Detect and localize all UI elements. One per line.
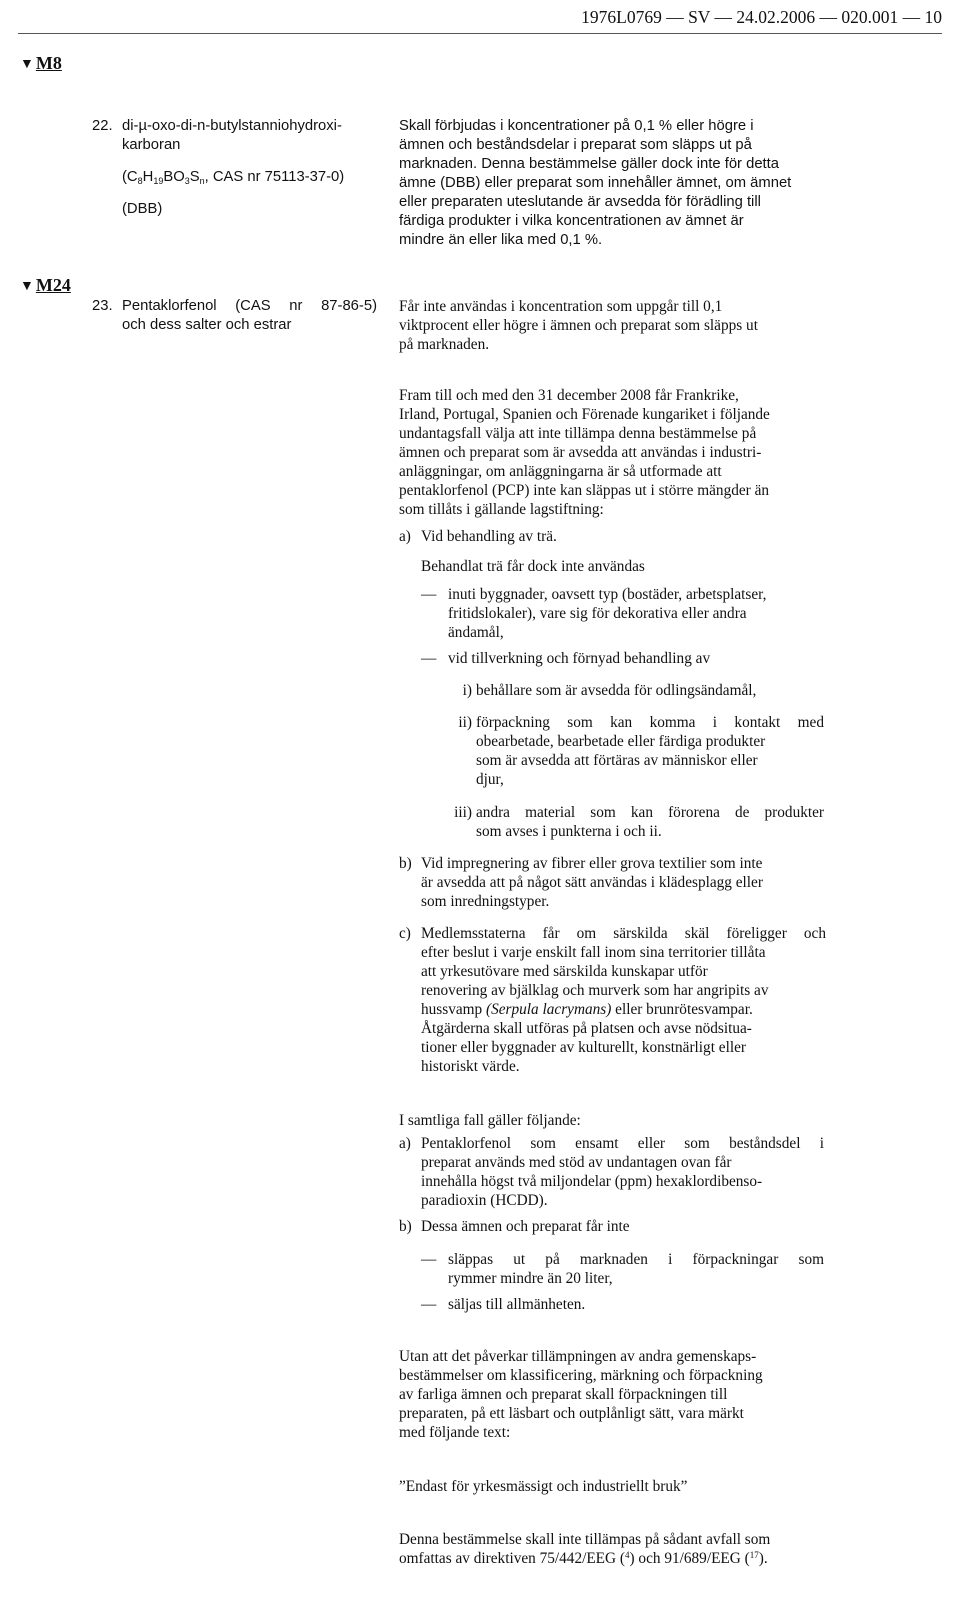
item-aa-label: a)	[399, 1135, 411, 1152]
item-a-label: a)	[399, 528, 411, 545]
entry-22-substance-name: di-µ-oxo-di-n-butylstanniohydroxi- karboran	[122, 118, 342, 153]
dash-bullet: —	[421, 1251, 437, 1268]
label-quote: ”Endast för yrkesmässigt och industriellt bruk”	[399, 1478, 688, 1495]
header-divider	[18, 33, 942, 34]
sub-item-i-text: behållare som är avsedda för odlingsändamål,	[476, 682, 757, 699]
item-b-text: Vid impregnering av fibrer eller grova textilier som inte är avsedda att på något sätt användas i klädesplagg eller som inredningstyper.	[421, 855, 763, 910]
document-reference-header: 1976L0769 — SV — 24.02.2006 — 020.001 — 10	[581, 7, 942, 27]
item-a-intro: Behandlat trä får dock inte användas	[421, 558, 645, 575]
item-a-text: Vid behandling av trä.	[421, 528, 557, 545]
entry-23-restriction-paragraph: Får inte användas i koncentration som uppgår till 0,1 viktprocent eller högre i ämnen och preparat som släpps ut på marknaden.	[399, 298, 758, 353]
dash-item-public-sale: säljas till allmänheten.	[448, 1296, 586, 1313]
latin-species-name: (Serpula lacrymans)	[486, 1001, 612, 1018]
dash-bullet: —	[421, 650, 437, 667]
amendment-marker-m8[interactable]: ▼ M8	[20, 52, 62, 76]
item-c-text: Medlemsstaterna får om särskilda skäl föreligger och efter beslut i varje enskilt fall inom sina territorier tillåta att yrkesutövare med särskilda kunskapar utför renovering av bjälklag och murverk som har angripits av hussvamp (Serpula lacrymans) eller brunrötesvampar. Åtgärderna skall utföras på platsen och avse nödsitua- tioner eller byggnader av kulturellt, konstnärligt eller historiskt värde.	[421, 925, 826, 1075]
waste-exemption-paragraph: Denna bestämmelse skall inte tillämpas på sådant avfall som omfattas av direktiven 75/442/EEG ($^4$) och 91/689/EEG ($^{17}$).	[399, 1531, 771, 1567]
entry-22-formula: ($C_8H_{19}BO_3S_n$, CAS nr 75113-37-0)	[122, 169, 345, 186]
triangle-down-icon: ▼	[20, 57, 34, 72]
entry-22-number: 22.	[92, 118, 113, 134]
dash-bullet: —	[421, 1296, 437, 1313]
sub-item-ii-label: ii)	[458, 714, 472, 731]
item-bb-text: Dessa ämnen och preparat får inte	[421, 1218, 630, 1235]
dash-item-packaging: släppas ut på marknaden i förpackningar som rymmer mindre än 20 liter,	[448, 1251, 824, 1287]
footnote-ref[interactable]: 17	[749, 1550, 759, 1560]
entry-22-restriction-text: Skall förbjudas i koncentrationer på 0,1 % eller högre i ämnen och beståndsdelar i preparat som släpps ut på marknaden. Denna bestämmelse gäller dock inte för detta ämne (DBB) eller preparat som innehåller ämnet, om ämnet eller preparaten uteslutande är avsedda för förädling till färdiga produkter i vilka koncentrationen av ämnet är mindre än eller lika med 0,1 %.	[399, 118, 792, 248]
sub-item-iii-label: iii)	[454, 804, 472, 821]
triangle-down-icon: ▼	[20, 279, 34, 294]
labelling-paragraph: Utan att det påverkar tillämpningen av andra gemenskaps- bestämmelser om klassificering, märkning och förpackning av farliga ämnen och preparat skall förpackningen till preparaten, på ett läsbart och outplånligt sätt, vara märkt med följande text:	[399, 1348, 763, 1441]
sub-item-iii-text: andra material som kan förorena de produkter som avses i punkterna i och ii.	[476, 804, 824, 840]
item-c-label: c)	[399, 925, 411, 942]
footnote-ref[interactable]: 4	[625, 1550, 630, 1560]
derogation-paragraph: Fram till och med den 31 december 2008 får Frankrike, Irland, Portugal, Spanien och Förenade kungariket i följande undantagsfall välja att inte tillämpa denna bestämmelse på ämnen och preparat som är avsedda att användas i industri- anläggningar, om anläggningarna är så utformade att pentaklorfenol (PCP) inte kan släppas ut i större mängder än som tillåts i gällande lagstiftning:	[399, 387, 770, 518]
sub-item-ii-text: förpackning som kan komma i kontakt med obearbetade, bearbetade eller färdiga produkter som är avsedda att förtäras av människor eller djur,	[476, 714, 824, 788]
entry-23-substance-name: Pentaklorfenol (CAS nr 87-86-5) och dess salter och estrar	[122, 298, 377, 333]
sub-item-i-label: i)	[462, 682, 472, 699]
dash-item-indoors: inuti byggnader, oavsett typ (bostäder, arbetsplatser, fritidslokaler), vare sig för dekorativa eller andra ändamål,	[448, 586, 767, 641]
item-b-label: b)	[399, 855, 412, 872]
dash-item-manufacture: vid tillverkning och förnyad behandling av	[448, 650, 711, 667]
item-aa-text: Pentaklorfenol som ensamt eller som beståndsdel i preparat används med stöd av undantagen ovan får innehålla högst två miljondelar (ppm) hexaklordibenso- paradioxin (HCDD).	[421, 1135, 824, 1209]
entry-22-abbreviation: (DBB)	[122, 201, 163, 217]
all-cases-heading: I samtliga fall gäller följande:	[399, 1112, 581, 1129]
amendment-marker-m24[interactable]: ▼ M24	[20, 274, 71, 298]
dash-bullet: —	[421, 586, 437, 603]
entry-23-number: 23.	[92, 298, 113, 314]
item-bb-label: b)	[399, 1218, 412, 1235]
